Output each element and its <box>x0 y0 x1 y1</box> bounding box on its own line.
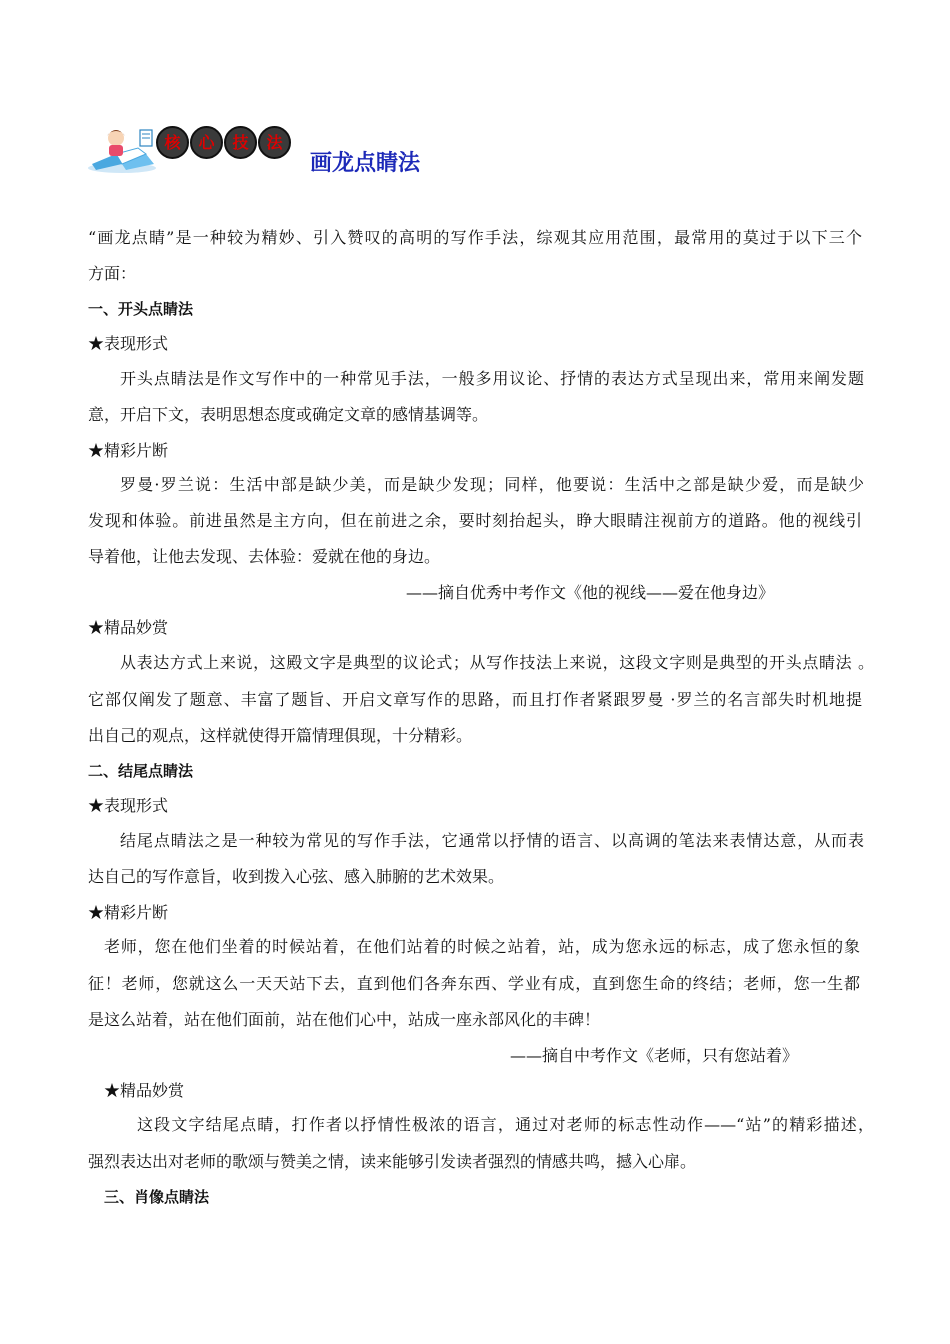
intro-line-2: 方面： <box>88 264 137 283</box>
excerpt-text-2-line-1: 老师，您在他们坐着的时候站着，在他们站着的时候之站着，站，成为您永远的标志，成了您永恒的象 <box>104 937 860 956</box>
form-text-2-line-2: 达自己的写作意旨，收到拨入心弦、感入肺腑的艺术效果。 <box>88 867 505 886</box>
excerpt-text-1-line-2: 发现和体验。前进虽然是主方向，但在前进之余，要时刻抬起头，睁大眼睛注视前方的道路。他的视线引 <box>88 511 862 530</box>
form-text-2-line-1: 结尾点睛法之是一种较为常见的写作手法，它通常以抒情的语言、以高调的笔法来表情达意，从而表 <box>120 831 864 850</box>
appreciation-label-2: ★精品妙赏 <box>104 1081 185 1100</box>
excerpt-text-1-line-1: 罗曼·罗兰说：生活中部是缺少美，而是缺少发现；同样，他要说：生活中之部是缺少爱，而是缺少 <box>120 475 864 494</box>
excerpt-source-2: ——摘自中考作文《老师，只有您站着》 <box>510 1046 799 1065</box>
appreciation-text-2-line-2: 强烈表达出对老师的歌颂与赞美之情，读来能够引发读者强烈的情感共鸣，撼入心扉。 <box>88 1152 697 1171</box>
form-text-1-line-1: 开头点睛法是作文写作中的一种常见手法，一般多用议论、抒情的表达方式呈现出来，常用来阐发题 <box>120 369 864 388</box>
section-heading-1: 一、开头点睛法 <box>88 300 194 318</box>
form-label-1: ★表现形式 <box>88 334 169 353</box>
badge-char-2: 心 <box>190 126 223 159</box>
header <box>86 120 586 180</box>
excerpt-label-2: ★精彩片断 <box>88 903 169 922</box>
badge-char-3: 技 <box>224 126 257 159</box>
form-text-1-line-2: 意，开启下文，表明思想态度或确定文章的感情基调等。 <box>88 405 489 424</box>
badge-char-1: 核 <box>156 126 189 159</box>
page-title: 画龙点睛法 <box>310 151 421 176</box>
intro-line-1: “画龙点睛”是一种较为精妙、引入赞叹的高明的写作手法，综观其应用范围，最常用的莫过于以下三个 <box>88 228 862 247</box>
appreciation-text-1-line-2: 它部仅阐发了题意、丰富了题旨、开启文章写作的思路，而且打作者紧跟罗曼 ·罗兰的名言部失时机地提 <box>88 690 862 709</box>
excerpt-source-1: ——摘自优秀中考作文《他的视线——爱在他身边》 <box>406 583 775 602</box>
excerpt-text-1-line-3: 导着他，让他去发现、去体验：爱就在他的身边。 <box>88 547 441 566</box>
reading-girl-icon <box>86 124 158 174</box>
excerpt-text-2-line-3: 是这么站着，站在他们面前，站在他们心中，站成一座永部风化的丰碑！ <box>88 1010 601 1029</box>
section-heading-3: 三、肖像点睛法 <box>104 1188 210 1206</box>
appreciation-text-1-line-1: 从表达方式上来说，这殿文字是典型的议论式；从写作技法上来说，这段文字则是典型的开头点睛法 。 <box>120 653 874 672</box>
appreciation-label-1: ★精品妙赏 <box>88 618 169 637</box>
form-label-2: ★表现形式 <box>88 796 169 815</box>
appreciation-text-1-line-3: 出自己的观点，这样就使得开篇情理俱现，十分精彩。 <box>88 726 473 745</box>
excerpt-text-2-line-2: 征！老师，您就这么一天天站下去，直到他们各奔东西、学业有成，直到您生命的终结；老师，您一生都 <box>88 974 860 993</box>
badge-char-4: 法 <box>258 126 291 159</box>
excerpt-label-1: ★精彩片断 <box>88 441 169 460</box>
section-heading-2: 二、结尾点睛法 <box>88 762 194 780</box>
appreciation-text-2-line-1: 这段文字结尾点睛，打作者以抒情性极浓的语言，通过对老师的标志性动作——“站”的精彩描述， <box>137 1115 874 1134</box>
